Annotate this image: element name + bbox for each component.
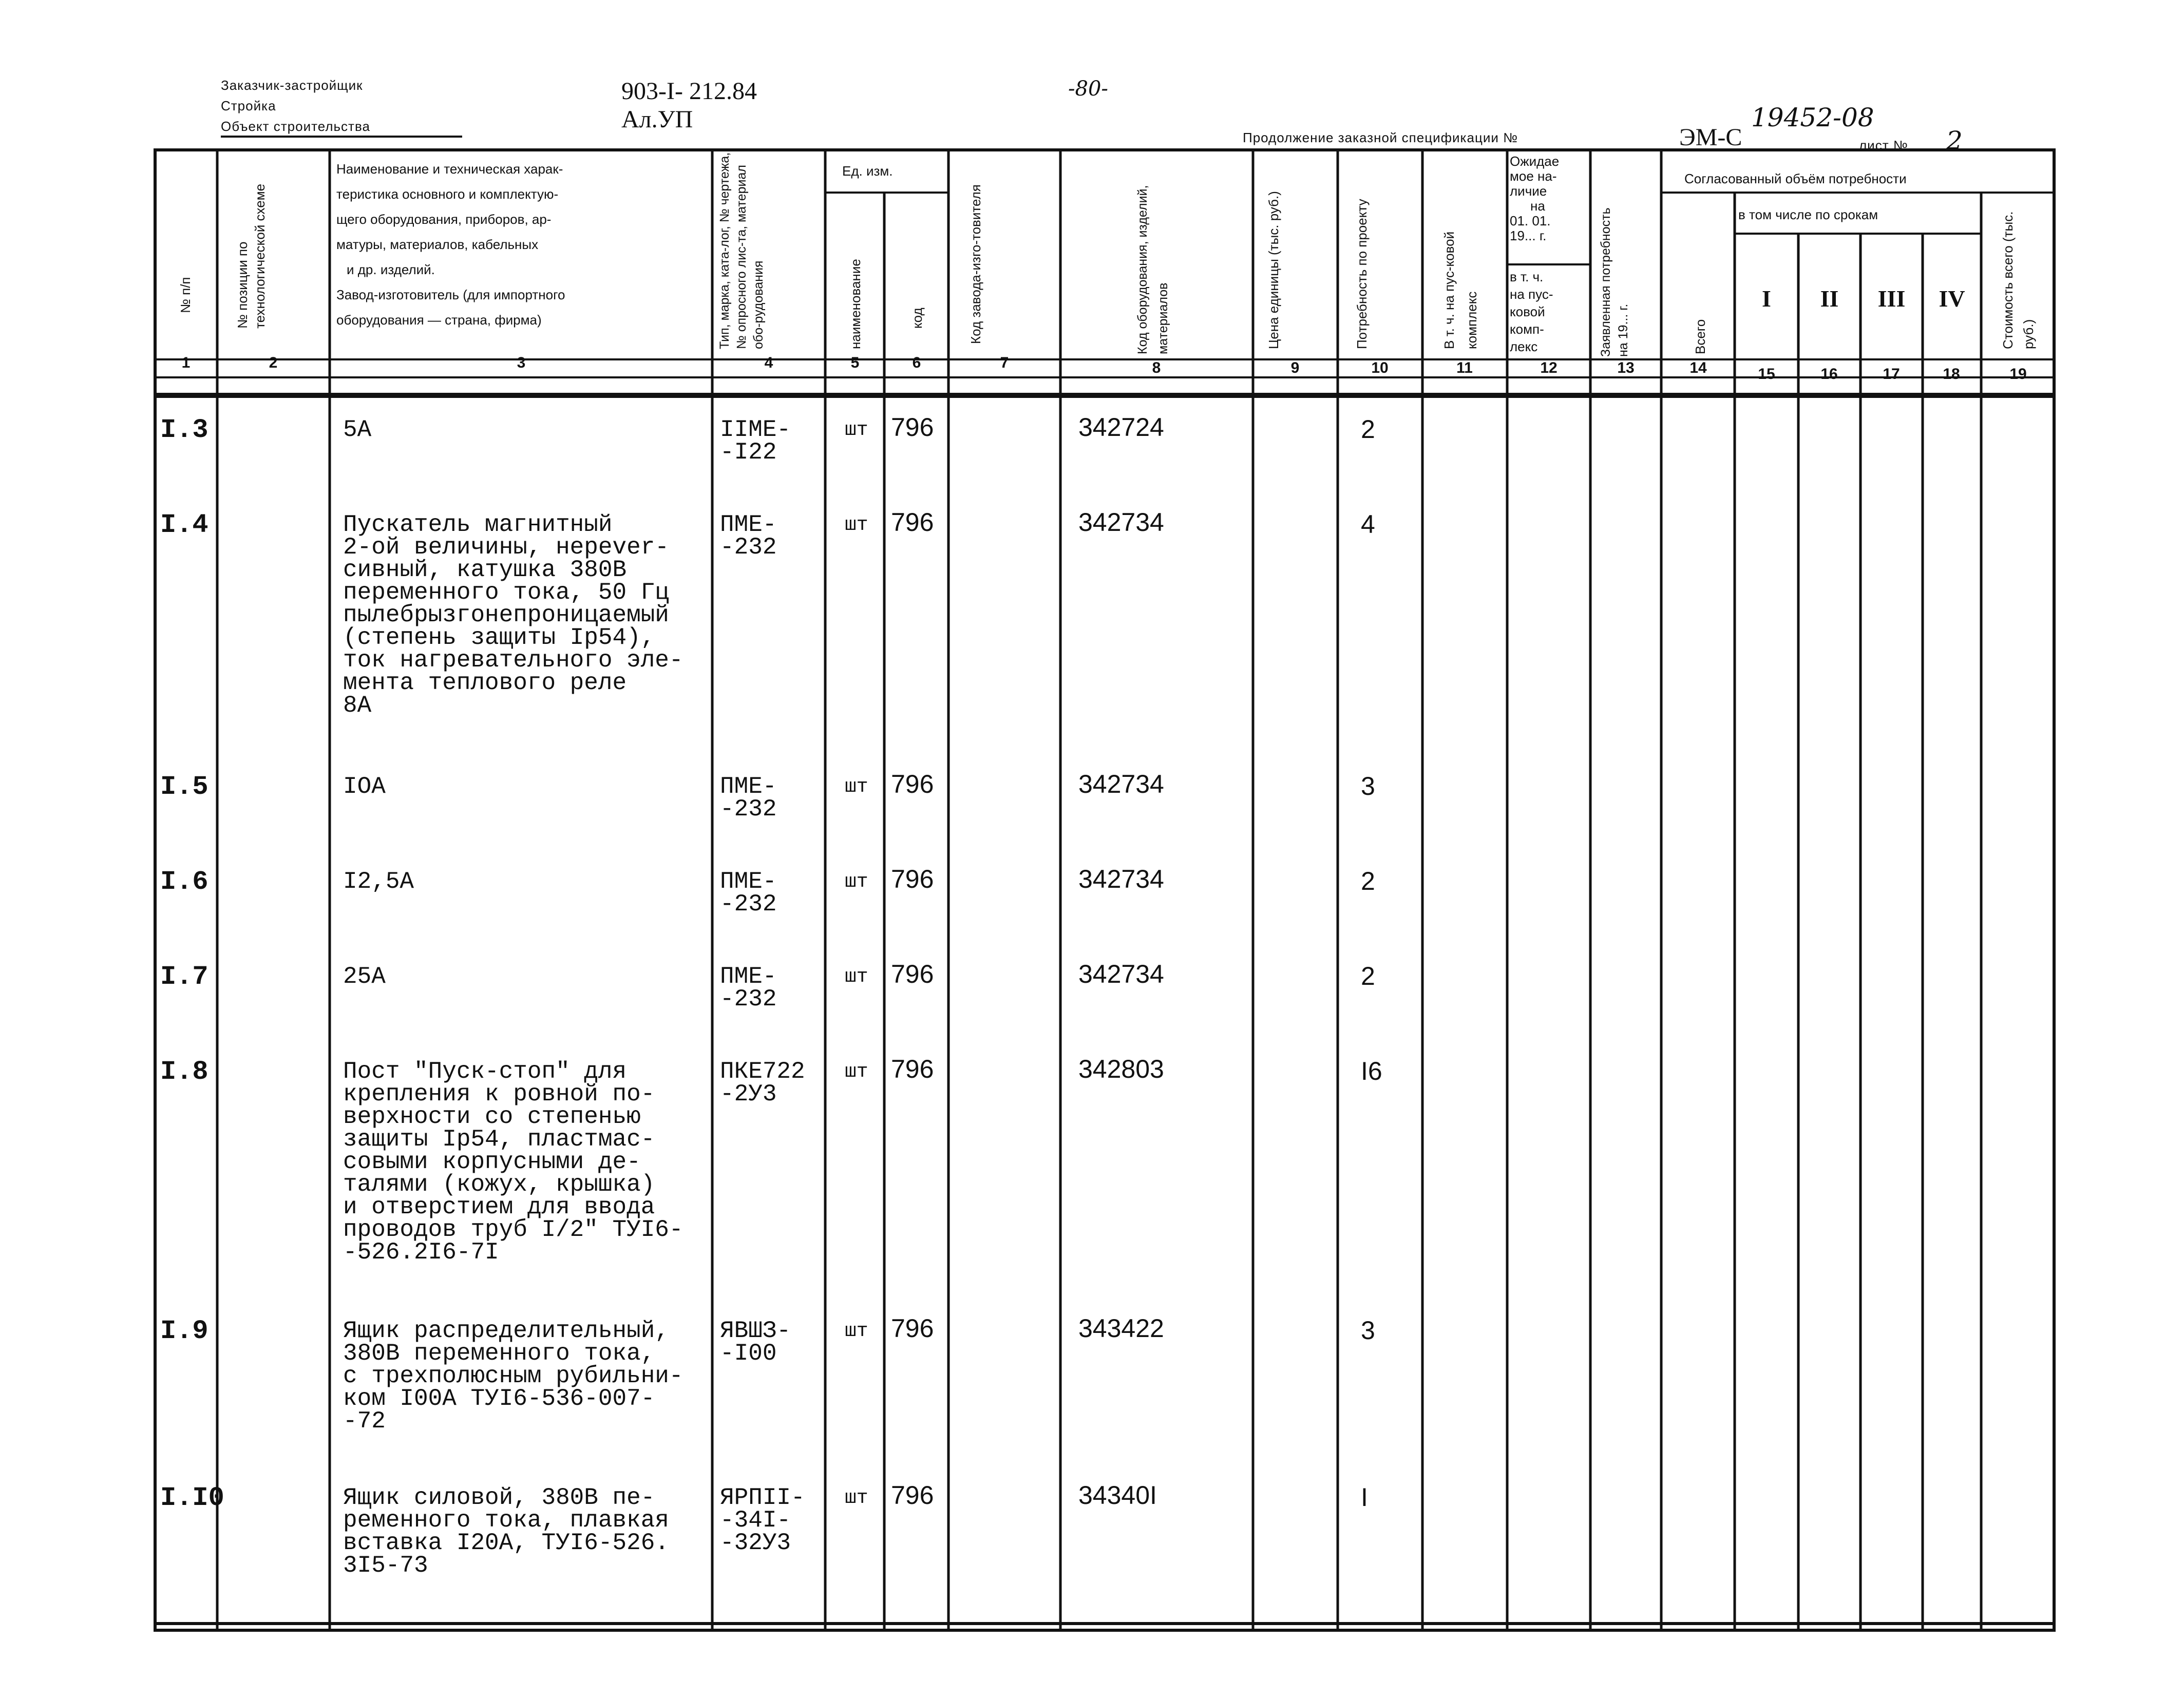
item-name-line: верхности со степенью	[343, 1103, 641, 1130]
row-number: I.8	[160, 1057, 208, 1087]
item-name	[343, 513, 683, 717]
site-label: Стройка	[221, 98, 276, 113]
col-number-8: 8	[1152, 359, 1161, 376]
equipment-code: 342734	[1078, 770, 1164, 798]
col-number-10: 10	[1371, 359, 1389, 376]
col-header-9: Цена единицы (тыс. руб.)	[1266, 191, 1281, 349]
item-type-line: -232	[720, 796, 777, 823]
item-name	[343, 1320, 683, 1433]
item-type-line: ЯРПII-	[720, 1484, 805, 1511]
spec-number: 19452-08	[1751, 103, 1874, 132]
unit-code: 796	[891, 770, 934, 798]
item-type	[720, 1320, 791, 1365]
item-name-line: 380В переменного тока,	[343, 1340, 655, 1367]
col-header-6: код	[909, 308, 925, 329]
quantity: I	[1361, 1483, 1368, 1512]
item-type-line: ПМЕ-	[720, 511, 777, 538]
col-number-18: 18	[1943, 366, 1960, 383]
item-name-line: крепления к ровной по-	[343, 1081, 655, 1108]
item-type	[720, 775, 776, 821]
unit-code: 796	[891, 1055, 934, 1083]
unit-name: шт	[845, 1061, 868, 1083]
col-number-19: 19	[2009, 366, 2027, 383]
col-number-13: 13	[1617, 359, 1635, 376]
agreed-volume-header: Согласованный объём потребности	[1684, 171, 1907, 186]
col-number-14: 14	[1689, 359, 1707, 376]
col-header-1: № п/п	[178, 277, 193, 313]
item-name	[343, 965, 386, 988]
col-number-2: 2	[269, 354, 278, 371]
col-header-3: Наименование и техническая харак- теристика основного и комплектую- щего оборудования, приборов, ар- матуры, материалов, кабельных и др. изделий. Завод-изготовитель (для импортного оборудования — страна, фирма)	[336, 161, 565, 328]
col-number-17: 17	[1883, 366, 1900, 383]
item-type-line: ЯВШЗ-	[720, 1318, 791, 1344]
item-name-line: защиты Ip54, пластмас-	[343, 1126, 655, 1153]
customer-label: Заказчик-застройщик	[221, 78, 363, 93]
continuation-label: Продолжение заказной спецификации №	[1243, 130, 1518, 145]
unit-name: шт	[845, 1487, 868, 1509]
equipment-code: 342803	[1078, 1055, 1164, 1083]
col-header-2: № позиции по технологической схеме	[235, 183, 268, 329]
col-header-10: Потребность по проекту	[1354, 199, 1370, 349]
row-number: I.4	[160, 510, 208, 540]
item-name-line: 5А	[343, 416, 372, 443]
item-type-line: IIМЕ-	[720, 416, 791, 443]
unit-name: шт	[845, 1320, 868, 1342]
unit-code: 796	[891, 1314, 934, 1343]
col-number-5: 5	[850, 354, 860, 371]
col-number-6: 6	[912, 354, 921, 371]
page-number: -80-	[1068, 77, 1108, 101]
quarter-header-1: I	[1762, 285, 1771, 312]
quantity: 3	[1361, 772, 1375, 800]
item-name-line: и отверстием для ввода	[343, 1194, 655, 1220]
col-number-9: 9	[1290, 359, 1300, 376]
item-type-line: -32У3	[720, 1530, 791, 1556]
item-name-line: совыми корпусными де-	[343, 1149, 641, 1175]
unit-name: шт	[845, 776, 868, 798]
equipment-code: 342724	[1078, 413, 1164, 442]
unit-code: 796	[891, 865, 934, 893]
item-type-line: -2У3	[720, 1081, 777, 1108]
spec-prefix: ЭМ-С	[1679, 124, 1742, 151]
item-type	[720, 418, 791, 464]
col-number-16: 16	[1820, 366, 1838, 383]
item-type	[720, 963, 777, 1013]
item-type	[720, 1058, 805, 1108]
col-number-15: 15	[1758, 366, 1775, 383]
item-name-line: пылебрызгонепроницаемый	[343, 602, 669, 628]
unit-name: шт	[845, 514, 868, 536]
col-number-7: 7	[1000, 354, 1009, 371]
quarter-header-4: IV	[1939, 285, 1965, 312]
row-number: I.7	[160, 962, 208, 992]
item-type-line: -232	[720, 891, 777, 918]
item-name-line: (степень защиты Ip54),	[343, 624, 655, 651]
item-name-line: Ящик силовой, 380В пе-	[343, 1484, 655, 1511]
item-type-line: -I22	[720, 439, 777, 466]
item-type-line: -I00	[720, 1340, 777, 1367]
unit-name: шт	[845, 419, 868, 441]
row-number: I.I0	[160, 1483, 224, 1513]
doc-code: 903-I- 212.84	[621, 78, 757, 105]
item-name-line: ком I00А ТУI6-536-007-	[343, 1385, 655, 1412]
row-number: I.5	[160, 772, 208, 802]
col-header-4: Тип, марка, ката-лог, № чертежа, № опросного лис-та, материал обо-рудования	[717, 152, 766, 349]
object-label: Объект строительства	[221, 117, 462, 138]
col-header-8: Код оборудования, изделий, материалов	[1135, 185, 1170, 354]
quantity: I6	[1361, 1057, 1382, 1085]
equipment-code: 342734	[1078, 865, 1164, 893]
item-name-line: 8А	[343, 692, 372, 719]
item-name-line: -526.2I6-7I	[343, 1239, 499, 1266]
item-name-line: 25А	[343, 963, 386, 990]
row-number: I.6	[160, 867, 208, 897]
item-name	[343, 1486, 669, 1577]
unit-group-header: Ед. изм.	[842, 163, 893, 179]
col-header-14: Всего	[1693, 319, 1708, 354]
sheet-number: 2	[1946, 126, 1963, 156]
item-type	[720, 1486, 805, 1554]
sheet-label: лист №	[1859, 138, 1908, 153]
item-name-line: ременного тока, плавкая	[343, 1507, 669, 1534]
item-name-line: талями (кожух, крышка)	[343, 1171, 655, 1198]
item-name-line: I2,5А	[343, 868, 414, 895]
unit-code: 796	[891, 1481, 934, 1510]
col-header-19: Стоимость всего (тыс. руб.)	[2000, 211, 2036, 349]
unit-name: шт	[845, 871, 868, 893]
item-name-line: Пост "Пуск-стоп" для	[343, 1058, 627, 1085]
item-type-line: -34I-	[720, 1507, 791, 1534]
item-name-line: IОА	[343, 773, 386, 800]
equipment-code: 343422	[1078, 1314, 1164, 1343]
item-name-line: -72	[343, 1408, 386, 1435]
unit-code: 796	[891, 508, 934, 537]
quantity: 2	[1361, 867, 1375, 895]
item-name	[343, 1060, 683, 1264]
quantity: 2	[1361, 962, 1375, 990]
col-number-1: 1	[181, 354, 191, 371]
item-type-line: ПМЕ-	[720, 773, 777, 800]
equipment-code: 342734	[1078, 508, 1164, 537]
item-name-line: Ящик распределительный,	[343, 1318, 669, 1344]
quantity: 2	[1361, 415, 1375, 444]
col-header-12-top: Ожидае мое на- личие на 01. 01. 19... г.	[1510, 154, 1560, 243]
col-header-7: Код завода-изго-товителя	[968, 184, 983, 344]
item-name-line: Пускатель магнитный	[343, 511, 613, 538]
item-name-line: переменного тока, 50 Гц	[343, 579, 669, 606]
quantity: 3	[1361, 1316, 1375, 1345]
item-type-line: ПКЕ722	[720, 1058, 805, 1085]
quarter-header-3: III	[1877, 285, 1906, 312]
col-header-5: наименование	[848, 259, 863, 349]
by-terms-header: в том числе по срокам	[1738, 207, 1878, 222]
item-name-line: мента теплового реле	[343, 670, 627, 696]
item-name-line: проводов труб I/2" ТУI6-	[343, 1216, 683, 1243]
quantity: 4	[1361, 510, 1375, 539]
item-type	[720, 868, 777, 918]
col-header-13: Заявленная потребность на 19... г.	[1599, 207, 1630, 357]
item-name-line: ток нагревательного эле-	[343, 647, 683, 674]
item-type-line: ПМЕ-	[720, 868, 777, 895]
unit-code: 796	[891, 960, 934, 988]
item-name-line: вставка I20А, ТУI6-526.	[343, 1530, 669, 1556]
item-name	[343, 418, 371, 441]
col-number-3: 3	[517, 354, 526, 371]
item-name	[343, 775, 386, 798]
equipment-code: 342734	[1078, 960, 1164, 988]
unit-name: шт	[845, 966, 868, 988]
col-header-12-bottom: в т. ч. на пус- ковой комп- лекс	[1510, 269, 1553, 354]
item-name-line: 2-ой величины, нерever-	[343, 534, 669, 561]
row-number: I.9	[160, 1316, 208, 1346]
item-name-line: 3I5-73	[343, 1552, 428, 1579]
row-number: I.3	[160, 415, 208, 445]
unit-code: 796	[891, 413, 934, 442]
item-name-line: сивный, катушка 380В	[343, 557, 627, 583]
equipment-code: 34340I	[1078, 1481, 1157, 1510]
item-type-line: ПМЕ-	[720, 963, 777, 990]
quarter-header-2: II	[1820, 285, 1839, 312]
item-type-line: -232	[720, 986, 777, 1013]
item-type-line: -232	[720, 534, 777, 561]
item-name	[343, 870, 414, 893]
album: Ал.УП	[621, 106, 693, 133]
col-number-4: 4	[764, 354, 773, 371]
col-header-11: В т. ч. на пус-ковой комплекс	[1441, 231, 1479, 349]
item-name-line: с трехполюсным рубильни-	[343, 1363, 683, 1389]
col-number-11: 11	[1456, 359, 1473, 376]
item-type	[720, 513, 776, 559]
col-number-12: 12	[1540, 359, 1558, 376]
